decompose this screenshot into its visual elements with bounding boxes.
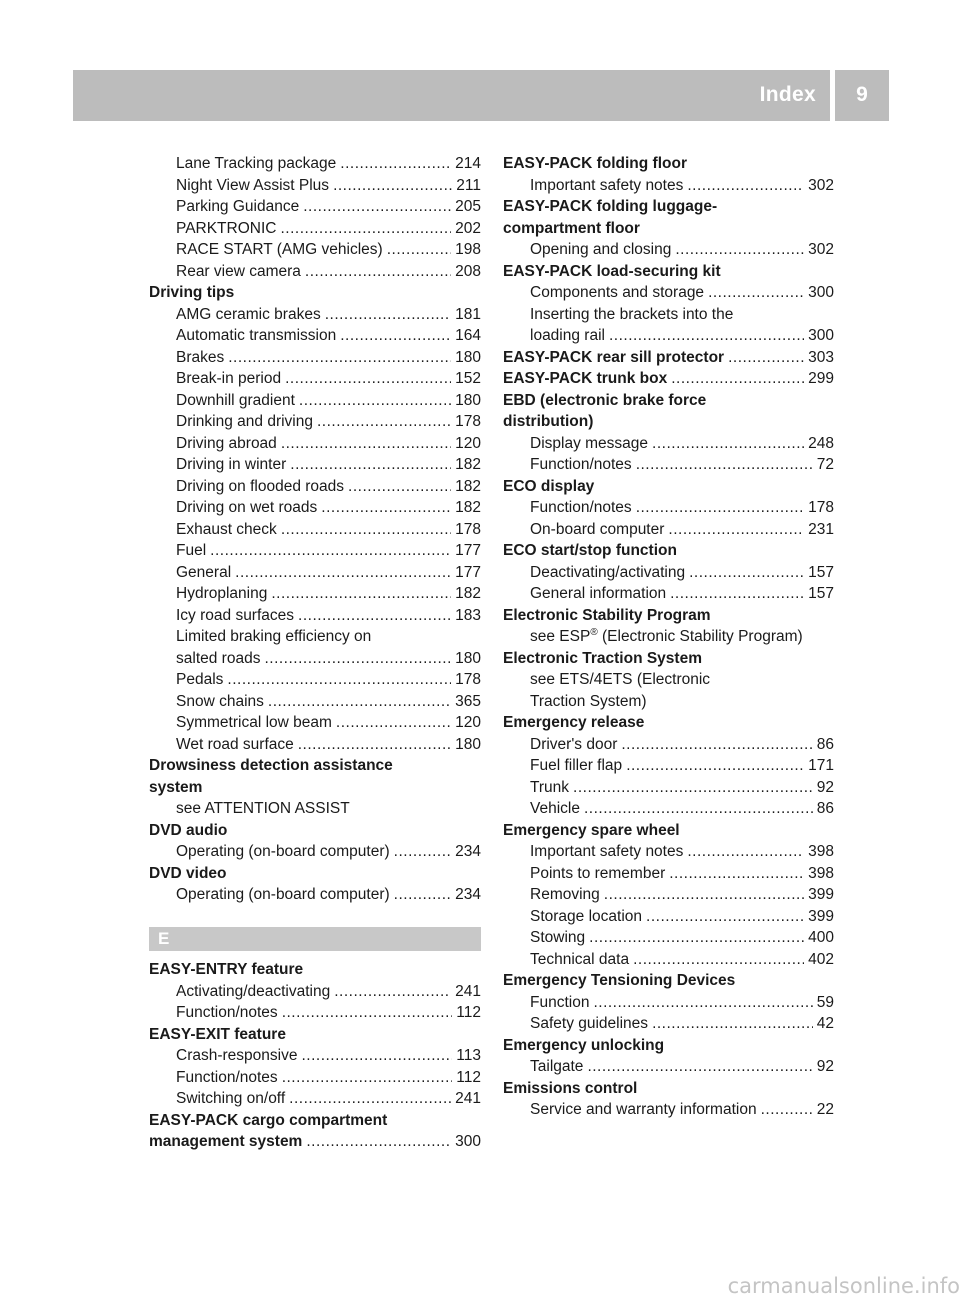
index-entry[interactable]: Automatic transmission ..... 164 (149, 325, 481, 347)
index-entry[interactable]: Fuel ..... 177 (149, 540, 481, 562)
index-heading-emissions: Emissions control (503, 1079, 638, 1097)
index-entry[interactable]: Function ..... 59 (503, 992, 834, 1014)
index-heading-tensioning: Emergency Tensioning Devices (503, 972, 736, 989)
index-heading-drowsiness: Drowsiness detection assistance (149, 757, 393, 774)
see-reference[interactable]: see ETS/4ETS (Electronic (530, 671, 711, 688)
index-entry[interactable]: Rear view camera ..... 208 (149, 261, 481, 283)
index-entry[interactable]: Lane Tracking package ..... 214 (149, 153, 481, 175)
see-reference[interactable]: see ESP® (Electronic Stability Program) (530, 626, 803, 645)
index-entry[interactable]: Break-in period ..... 152 (149, 368, 481, 390)
index-entry[interactable]: General information ..... 157 (503, 583, 834, 605)
index-heading-easy-pack-cargo: EASY-PACK cargo compartment (149, 1111, 388, 1129)
index-heading-drowsiness-cont: system (149, 778, 203, 796)
index-entry[interactable]: Operating (on-board computer) ..... 234 (149, 841, 481, 863)
see-reference-cont[interactable]: Traction System) (530, 692, 647, 710)
index-entry[interactable]: Components and storage ..... 300 (503, 282, 834, 304)
index-heading-ets: Electronic Traction System (503, 649, 702, 667)
index-entry[interactable]: Service and warranty information ..... 22 (503, 1099, 834, 1121)
index-entry[interactable]: Downhill gradient ..... 180 (149, 390, 481, 412)
index-entry[interactable]: Technical data ..... 402 (503, 949, 834, 971)
index-entry[interactable]: Function/notes ..... 112 (149, 1002, 481, 1024)
index-entry[interactable]: loading rail ..... 300 (503, 325, 834, 347)
index-entry-wrap: Limited braking efficiency on (176, 628, 372, 645)
index-entry[interactable]: Exhaust check ..... 178 (149, 519, 481, 541)
header-title-bar (73, 70, 830, 121)
index-entry[interactable]: Storage location ..... 399 (503, 906, 834, 928)
index-entry[interactable]: Function/notes ..... 72 (503, 454, 834, 476)
index-entry[interactable]: Brakes ..... 180 (149, 347, 481, 369)
index-entry[interactable]: Night View Assist Plus ..... 211 (149, 175, 481, 197)
index-entry[interactable]: Drinking and driving ..... 178 (149, 411, 481, 433)
index-entry[interactable]: Stowing ..... 400 (503, 927, 834, 949)
index-heading-spare: Emergency spare wheel (503, 821, 680, 839)
index-heading-luggage-floor-cont: compartment floor (503, 219, 640, 237)
page-number: 9 (856, 83, 868, 106)
index-entry[interactable]: PARKTRONIC ..... 202 (149, 218, 481, 240)
section-letter-bar (149, 927, 481, 951)
index-entry-wrap: Inserting the brackets into the (530, 305, 734, 323)
header-page-box (835, 70, 889, 121)
index-entry[interactable]: Driving abroad ..... 120 (149, 433, 481, 455)
index-entry[interactable]: Safety guidelines ..... 42 (503, 1013, 834, 1035)
index-heading-dvd-audio: DVD audio (149, 821, 228, 839)
index-entry[interactable]: Driving on flooded roads ..... 182 (149, 476, 481, 498)
index-heading-esp: Electronic Stability Program (503, 606, 711, 624)
index-entry[interactable]: Fuel filler flap ..... 171 (503, 755, 834, 777)
index-entry[interactable]: Activating/deactivating ..... 241 (149, 981, 481, 1003)
section-letter: E (158, 929, 170, 948)
index-entry[interactable]: Opening and closing ..... 302 (503, 239, 834, 261)
index-entry[interactable]: Display message ..... 248 (503, 433, 834, 455)
index-entry[interactable]: Points to remember ..... 398 (503, 863, 834, 885)
index-heading-load-kit: EASY-PACK load-securing kit (503, 262, 721, 280)
index-column-right (503, 153, 834, 1121)
index-heading-folding-floor: EASY-PACK folding floor (503, 155, 687, 172)
index-heading-easy-exit: EASY-EXIT feature (149, 1025, 286, 1043)
index-entry[interactable]: Driving on wet roads ..... 182 (149, 497, 481, 519)
index-entry[interactable]: Symmetrical low beam ..... 120 (149, 712, 481, 734)
index-heading-easy-entry: EASY-ENTRY feature (149, 961, 304, 978)
index-entry[interactable]: Removing ..... 399 (503, 884, 834, 906)
index-heading-release: Emergency release (503, 714, 645, 731)
index-entry[interactable]: Driver's door ..... 86 (503, 734, 834, 756)
index-entry[interactable]: salted roads ..... 180 (149, 648, 481, 670)
watermark: carmanualsonline.info (727, 1274, 960, 1298)
page-header (73, 70, 889, 121)
index-column-left-e (149, 959, 481, 1153)
index-entry[interactable]: Crash-responsive ..... 113 (149, 1045, 481, 1067)
see-reference[interactable]: see ATTENTION ASSIST (176, 800, 350, 817)
index-entry[interactable]: Icy road surfaces ..... 183 (149, 605, 481, 627)
index-heading-luggage-floor: EASY-PACK folding luggage- (503, 198, 718, 215)
index-entry[interactable]: Important safety notes ..... 302 (503, 175, 834, 197)
index-entry[interactable]: Operating (on-board computer) ..... 234 (149, 884, 481, 906)
index-entry[interactable]: RACE START (AMG vehicles) ..... 198 (149, 239, 481, 261)
index-entry[interactable]: Switching on/off ..... 241 (149, 1088, 481, 1110)
index-entry[interactable]: On-board computer ..... 231 (503, 519, 834, 541)
index-entry[interactable]: EASY-PACK trunk box ..... 299 (503, 368, 834, 390)
index-entry[interactable]: Hydroplaning ..... 182 (149, 583, 481, 605)
index-entry[interactable]: Important safety notes ..... 398 (503, 841, 834, 863)
index-heading-dvd-video: DVD video (149, 864, 227, 882)
index-entry[interactable]: Snow chains ..... 365 (149, 691, 481, 713)
index-column-left (149, 153, 481, 906)
index-entry[interactable]: General ..... 177 (149, 562, 481, 584)
header-title: Index (759, 83, 816, 106)
index-entry[interactable]: EASY-PACK rear sill protector ..... 303 (503, 347, 834, 369)
index-entry[interactable]: Deactivating/activating ..... 157 (503, 562, 834, 584)
index-heading-driving-tips: Driving tips (149, 284, 235, 301)
index-entry[interactable]: Wet road surface ..... 180 (149, 734, 481, 756)
index-heading-eco-display: ECO display (503, 477, 595, 495)
index-entry[interactable]: Driving in winter ..... 182 (149, 454, 481, 476)
index-entry[interactable]: Pedals ..... 178 (149, 669, 481, 691)
index-entry[interactable]: Vehicle ..... 86 (503, 798, 834, 820)
index-heading-eco-start: ECO start/stop function (503, 542, 677, 559)
index-entry[interactable]: management system ..... 300 (149, 1131, 481, 1153)
index-heading-unlocking: Emergency unlocking (503, 1036, 665, 1054)
index-heading-ebd: EBD (electronic brake force (503, 391, 707, 409)
index-entry[interactable]: AMG ceramic brakes ..... 181 (149, 304, 481, 326)
index-entry[interactable]: Function/notes ..... 178 (503, 497, 834, 519)
index-entry[interactable]: Tailgate ..... 92 (503, 1056, 834, 1078)
index-entry[interactable]: Function/notes ..... 112 (149, 1067, 481, 1089)
index-heading-ebd-cont: distribution) (503, 413, 594, 430)
index-entry[interactable]: Trunk ..... 92 (503, 777, 834, 799)
index-entry[interactable]: Parking Guidance ..... 205 (149, 196, 481, 218)
